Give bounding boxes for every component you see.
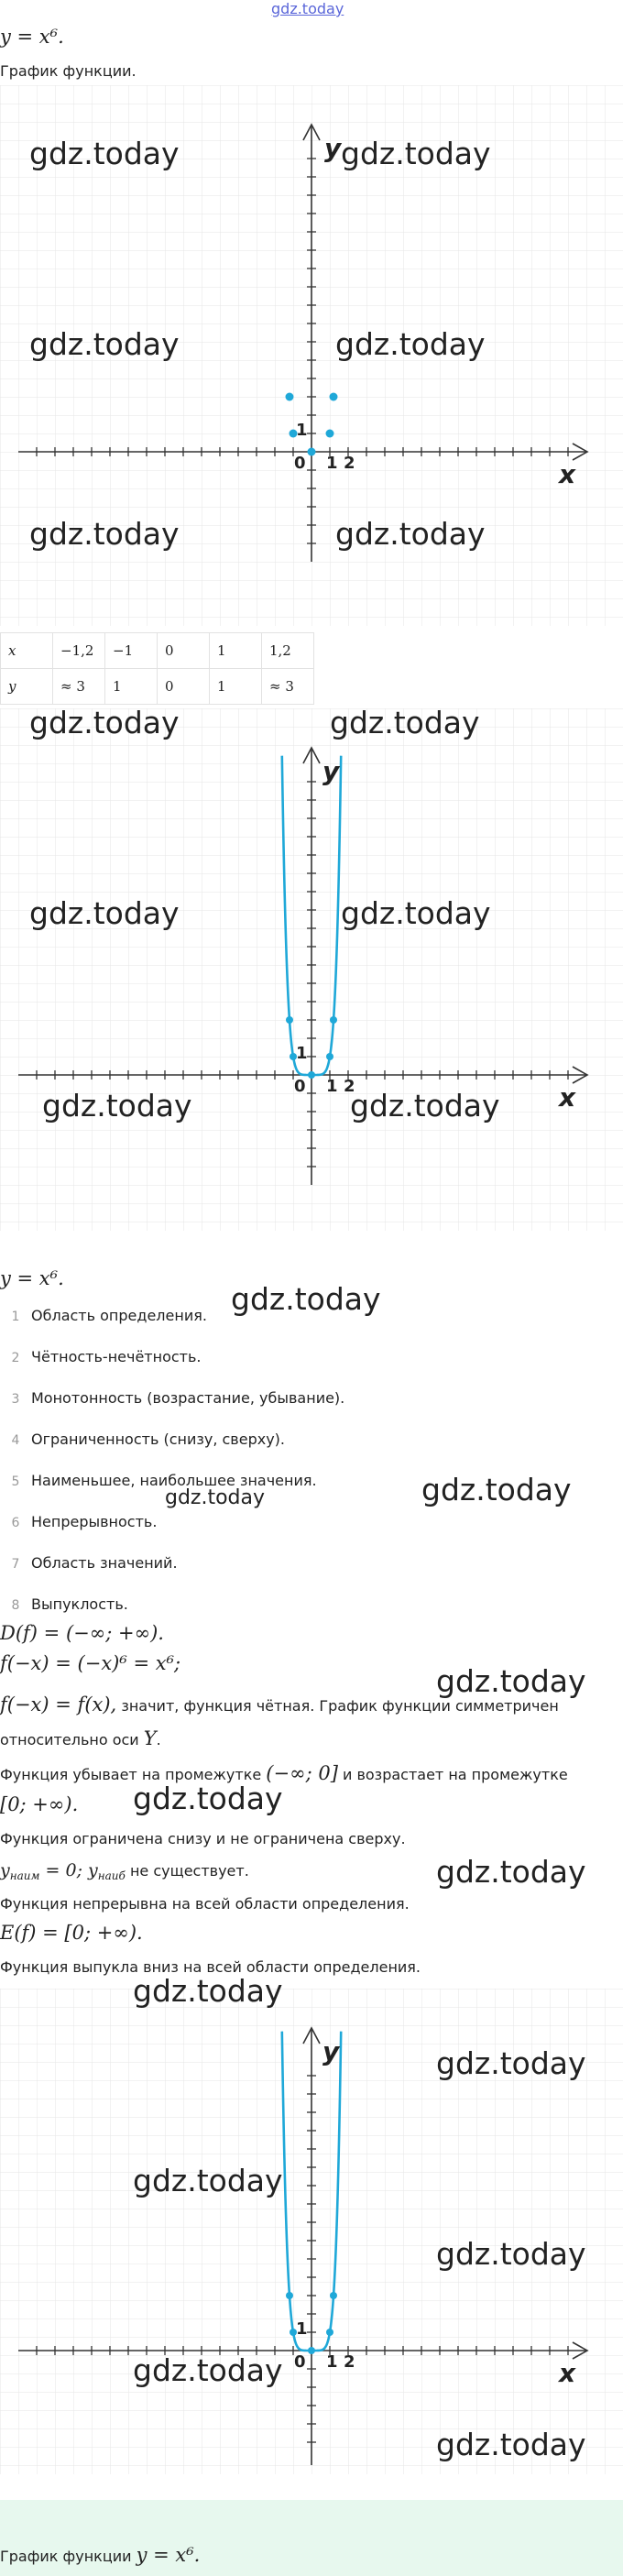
bounded-text: Функция ограничена снизу и не ограничена сверху. [0,1830,406,1847]
point-1-1 [326,2329,333,2336]
watermark: gdz.today [335,516,486,552]
domain-answer: D(f) = (−∞; +∞). [0,1622,164,1644]
graph-points [0,85,623,626]
watermark: gdz.today [29,326,180,362]
point-12-3 [330,2292,337,2299]
table-cell: 1 [210,633,262,669]
watermark: gdz.today [436,1663,586,1699]
table-cell: 1,2 [262,633,314,669]
watermark: gdz.today [133,1973,283,2009]
table-cell: ≈ 3 [53,669,105,705]
list-item: 1 Область определения. [11,1307,207,1324]
watermark: gdz.today [421,1472,572,1507]
list-item: 4 Ограниченность (снизу, сверху). [11,1431,285,1448]
table-cell: ≈ 3 [262,669,314,705]
site-link[interactable]: gdz.today [271,0,344,17]
y-tick-1-label: 1 [296,421,308,440]
parity-text-2: относительно оси Y. [0,1727,161,1749]
y-label: y [322,2036,340,2066]
intro-caption: График функции. [0,62,137,80]
answer-box [0,2500,623,2576]
watermark: gdz.today [165,1486,266,1509]
convexity-text: Функция выпукла вниз на всей области определения. [0,1958,421,1976]
y-label: y [322,756,340,786]
extrema-text: $y_{наим} = 0$; $y_{наиб}$ не существует. [0,1860,249,1883]
x-label: x [559,459,576,489]
watermark: gdz.today [29,136,180,171]
parity-text: f(−x) = f(x), значит, функция чётная. График функции симметричен [0,1694,559,1716]
intro-formula: y = x⁶. [0,26,64,48]
point-12-3 [330,1016,337,1024]
watermark: gdz.today [29,895,180,931]
monotone-interval: [0; +∞). [0,1793,79,1815]
origin-label: 0 [294,1077,306,1096]
table-cell: −1 [105,633,158,669]
table-cell: 1 [210,669,262,705]
watermark: gdz.today [231,1281,381,1317]
point-neg12-3 [286,2292,293,2299]
y-tick-1-label: 1 [296,1044,308,1063]
point-1-1 [326,430,334,438]
graph-curve-svg [0,708,623,1231]
list-item: 8 Выпуклость. [11,1595,128,1613]
list-item: 5 Наименьшее, наибольшее значения. [11,1472,317,1489]
point-0-0 [308,1071,315,1079]
table-row [1,669,314,705]
monotone-text: Функция убывает на промежутке (−∞; 0] и возрастает на промежутке [0,1762,568,1784]
point-0-0 [308,2347,315,2354]
graph-curve [0,705,623,1231]
x-tick-1-label: 1 [326,454,338,473]
graph-curve-final [0,1973,623,2474]
x-tick-2-label: 2 [344,2352,355,2372]
x-tick-1-label: 1 [326,1077,338,1096]
x-tick-2-label: 2 [344,1077,355,1096]
table-cell: y [1,669,53,705]
table-cell: 0 [158,633,210,669]
watermark: gdz.today [42,1088,192,1124]
watermark: gdz.today [335,326,486,362]
table-cell: 1 [105,669,158,705]
list-item: 2 Чётность-нечётность. [11,1348,202,1365]
parity-formula: f(−x) = (−x)⁶ = x⁶; [0,1652,181,1674]
watermark: gdz.today [350,1088,500,1124]
x-label: x [559,1082,576,1113]
point-neg12-3 [286,1016,293,1024]
x-tick-1-label: 1 [326,2352,338,2372]
watermark: gdz.today [436,2045,586,2081]
list-item: 7 Область значений. [11,1554,178,1572]
x-label: x [559,2358,576,2388]
point-0-0 [308,448,316,456]
table-cell: x [1,633,53,669]
y-label: y [324,133,342,163]
y-tick-1-label: 1 [296,2319,308,2339]
range-answer: E(f) = [0; +∞). [0,1922,143,1944]
point-neg12-3 [286,393,294,401]
watermark: gdz.today [133,2352,283,2388]
watermark: gdz.today [133,1781,283,1816]
list-item: 6 Непрерывность. [11,1513,158,1530]
origin-label: 0 [294,2352,306,2372]
table-cell: −1,2 [53,633,105,669]
watermark: gdz.today [29,516,180,552]
watermark: gdz.today [29,705,180,740]
continuity-text: Функция непрерывна на всей области определения. [0,1895,410,1913]
origin-label: 0 [294,454,306,473]
watermark: gdz.today [341,895,491,931]
watermark: gdz.today [436,2427,586,2462]
watermark: gdz.today [436,2236,586,2272]
watermark: gdz.today [330,705,480,740]
footer-caption: График функции y = x⁶. [0,2544,201,2566]
table-cell: 0 [158,669,210,705]
watermark: gdz.today [341,136,491,171]
point-12-3 [330,393,338,401]
value-table [0,632,314,705]
x-tick-2-label: 2 [344,454,355,473]
table-row [1,633,314,669]
list-item: 3 Монотонность (возрастание, убывание). [11,1389,345,1407]
point-1-1 [326,1053,333,1060]
properties-formula: y = x⁶. [0,1267,64,1289]
watermark: gdz.today [133,2163,283,2198]
watermark: gdz.today [436,1854,586,1890]
